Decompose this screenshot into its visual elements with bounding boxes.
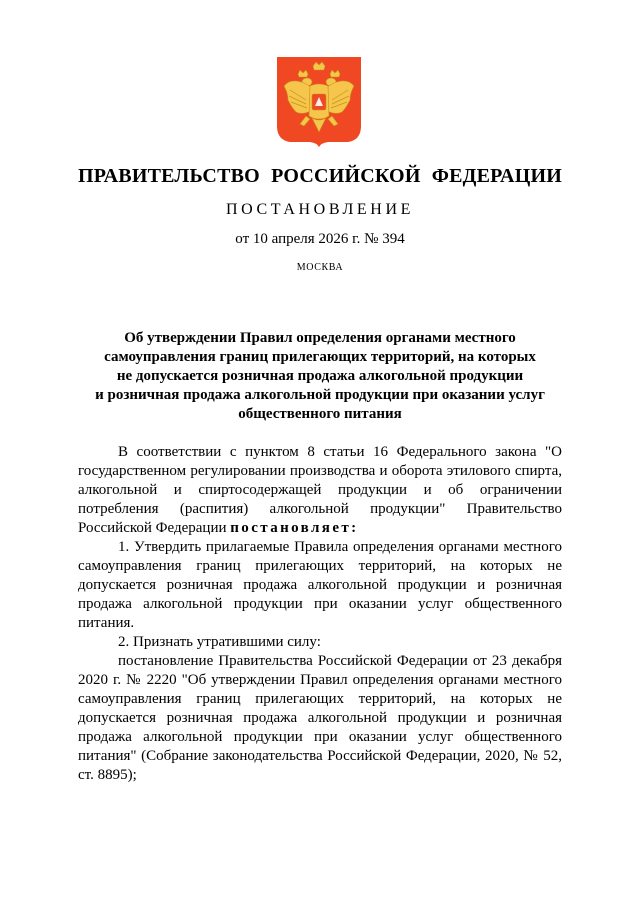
document-city: МОСКВА (296, 262, 344, 273)
government-title: ПРАВИТЕЛЬСТВО РОССИЙСКОЙ ФЕДЕРАЦИИ (78, 165, 562, 187)
document-date-number: от 10 апреля 2026 г. № 394 (235, 231, 405, 247)
heading-line: не допускается розничная продажа алкогольной продукции (116, 368, 524, 384)
document-body (78, 443, 562, 785)
heading-line: общественного питания (238, 406, 402, 422)
item-1-paragraph: 1. Утвердить прилагаемые Правила определения органами местного самоуправления границ прилегающих территорий, на которых не допускается розничная продажа алкогольной продукции и розничная продажа алкогольной продукции при оказании услуг общественного питания. (78, 539, 562, 631)
heading-line: Об утверждении Правил определения органами местного (124, 330, 516, 346)
document-heading (80, 329, 560, 424)
heading-line: и розничная продажа алкогольной продукции при оказании услуг (95, 387, 545, 403)
decree-word: постановляет: (230, 520, 359, 536)
russian-coat-of-arms-icon (276, 56, 362, 148)
preamble-paragraph (78, 443, 562, 538)
preamble-text: В соответствии с пунктом 8 статьи 16 Федерального закона "О государственном регулировании производства и оборота этилового спирта, алкогольной и спиртосодержащей продукции и об ограничении потребления (распития) алкогольной продукции" Правительство Российской Федерации (78, 444, 562, 536)
item-2-subparagraph: постановление Правительства Российской Федерации от 23 декабря 2020 г. № 2220 "Об утверждении Правил определения органами местного самоуправления границ прилегающих территорий, на которых не допускается розничная продажа алкогольной продукции и розничная продажа алкогольной продукции при оказании услуг общественного питания" (Собрание законодательства Российской Федерации, 2020, № 52, ст. 8895); (78, 653, 562, 783)
heading-line: самоуправления границ прилегающих территорий, на которых (104, 349, 536, 365)
item-2-paragraph: 2. Признать утратившими силу: (118, 634, 321, 650)
document-type: ПОСТАНОВЛЕНИЕ (226, 201, 414, 218)
